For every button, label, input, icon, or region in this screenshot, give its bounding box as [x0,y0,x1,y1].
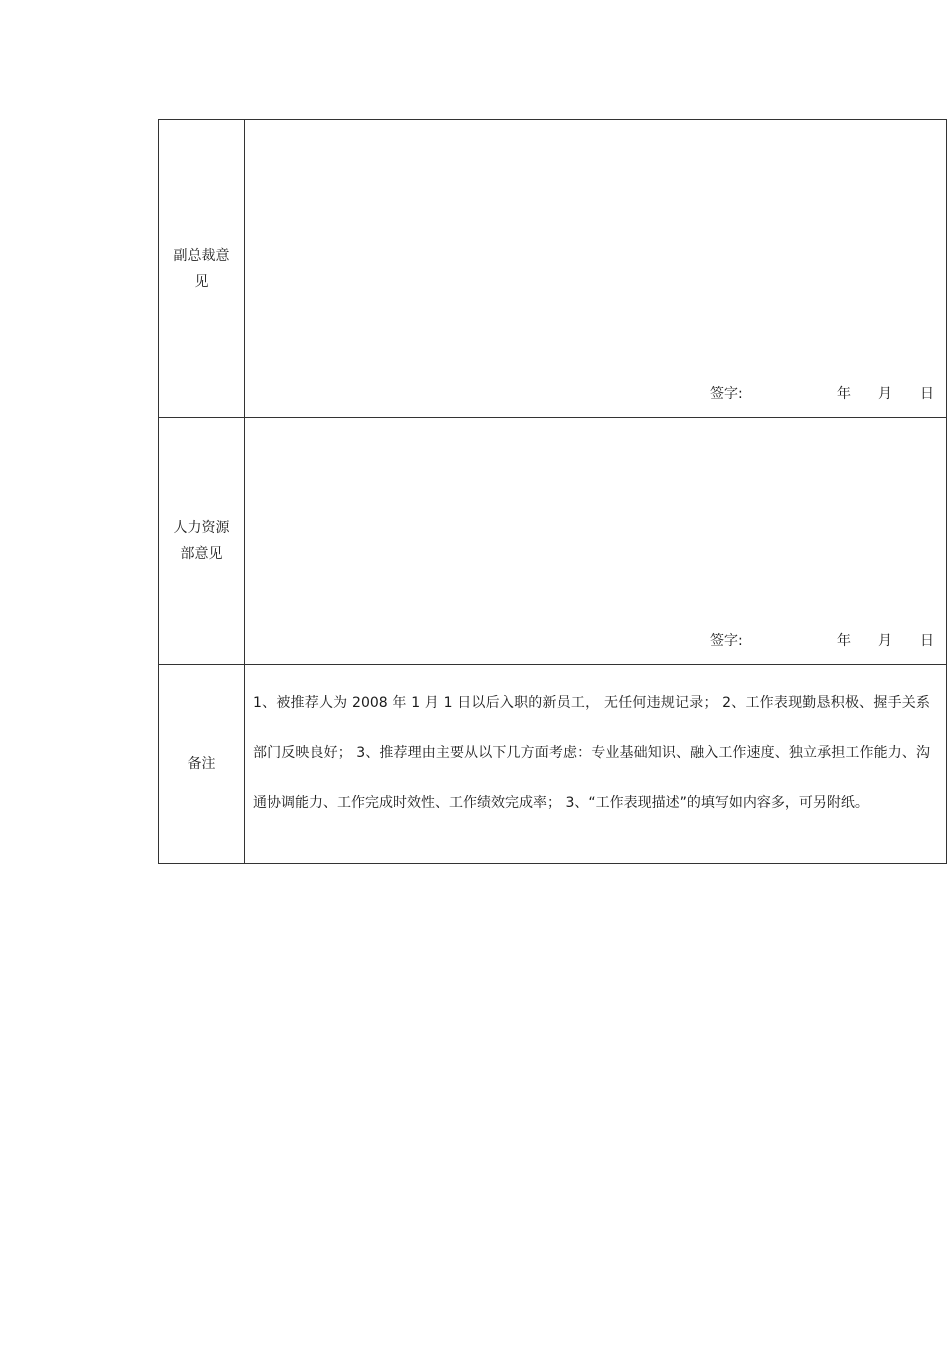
vp-signature-line [245,383,946,401]
vp-signature-label: 签字: [710,386,743,402]
hr-signature-month: 月 [878,633,892,649]
hr-signature-day: 日 [920,633,934,649]
hr-signature-year: 年 [837,633,851,649]
vp-signature-year: 年 [837,386,851,402]
vp-opinion-label: 副总裁意见 [173,247,230,290]
hr-signature-label: 签字: [710,633,743,649]
hr-opinion-label-cell [159,418,245,665]
hr-opinion-label: 人力资源部意见 [173,520,230,562]
hr-opinion-row [159,418,947,665]
vp-signature-day: 日 [920,386,934,402]
notes-row [159,665,947,864]
notes-label: 备注 [187,756,216,772]
hr-signature-line [245,630,946,648]
vp-opinion-label-cell [159,120,245,418]
vp-opinion-row [159,120,947,418]
vp-signature-month: 月 [878,386,892,402]
notes-label-cell [159,665,245,864]
vp-opinion-field[interactable] [245,120,947,418]
hr-opinion-field[interactable] [245,418,947,665]
notes-text: 1、被推荐人为 2008 年 1 月 1 日以后入职的新员工， 无任何违规记录； 2、工作表现勤恳积极、握手关系部门反映良好； 3、推荐理由主要从以下几方面考虑：专业基础知识、融入工作速度、独立承担工作能力、沟通协调能力、工作完成时效性、工作绩效完成率； 3、“工作表现描述”的填写如内容多，可另附纸。 [253,695,930,811]
approval-form-table [158,119,947,864]
notes-content-cell [245,665,947,864]
